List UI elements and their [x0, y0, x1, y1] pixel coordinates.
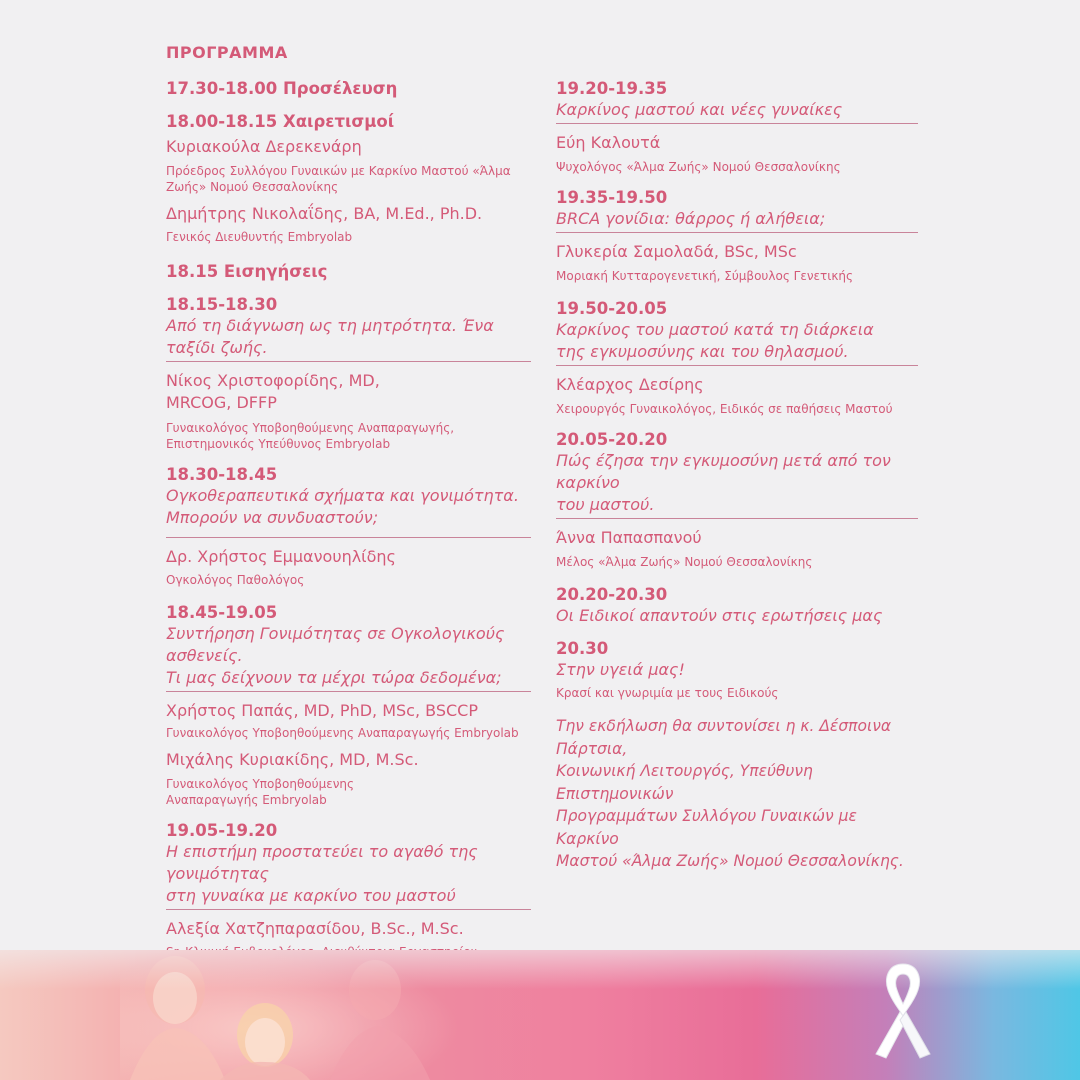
- speaker-role: [166, 776, 531, 808]
- session-title: [556, 450, 918, 519]
- speaker-name: Δημήτρης Νικολαΐδης, BA, M.Ed., Ph.D.: [166, 204, 483, 223]
- session-time: 18.15-18.30: [166, 295, 278, 314]
- session-title: [166, 485, 531, 538]
- session-time: 20.20-20.30: [556, 585, 668, 604]
- session-title-line: Τι μας δείχνουν τα μέχρι τώρα δεδομένα;: [166, 668, 502, 687]
- session-note: Κρασί και γνωριμία με τους Ειδικούς: [556, 686, 779, 700]
- session-title-line: του μαστού.: [556, 495, 655, 514]
- session-title-line: Μπορούν να συνδυαστούν;: [166, 508, 379, 527]
- speaker-name: Άννα Παπασπανού: [556, 528, 702, 547]
- speaker-name: Νίκος Χριστοφορίδης, MD,: [166, 371, 380, 390]
- speaker-role-line: Αναπαραγωγής Embryolab: [166, 793, 327, 807]
- program-left-column: [166, 78, 531, 976]
- awareness-ribbon-icon: [870, 958, 936, 1062]
- moderator-note-line: Την εκδήλωση θα συντονίσει η κ. Δέσποινα Πάρτσια,: [556, 717, 892, 758]
- speaker-role: Γενικός Διευθυντής Embryolab: [166, 230, 353, 244]
- speaker-role: Μοριακή Κυτταρογενετική, Σύμβουλος Γενετικής: [556, 269, 854, 283]
- speaker-name: Δρ. Χρήστος Εμμανουηλίδης: [166, 547, 396, 566]
- speaker-role-line: Γυναικολόγος Υποβοηθούμενης Αναπαραγωγής,: [166, 421, 455, 435]
- session-title: [166, 841, 531, 910]
- session-title-line: στη γυναίκα με καρκίνο του μαστού: [166, 886, 456, 905]
- session-title: Στην υγειά μας!: [556, 660, 685, 679]
- speaker-name: Μιχάλης Κυριακίδης, MD, M.Sc.: [166, 750, 419, 769]
- session-time: 18.30-18.45: [166, 465, 278, 484]
- moderator-note-line: Μαστού «Άλμα Ζωής» Νομού Θεσσαλονίκης.: [556, 852, 904, 870]
- greetings-time: 18.00-18.15 Χαιρετισμοί: [166, 112, 395, 131]
- arrival-time: 17.30-18.00 Προσέλευση: [166, 79, 398, 98]
- session-title: Καρκίνος μαστού και νέες γυναίκες: [556, 99, 918, 124]
- session-title-line: Ογκοθεραπευτικά σχήματα και γονιμότητα.: [166, 486, 519, 505]
- speaker-role-line: Επιστημονικός Υπεύθυνος Embryolab: [166, 437, 391, 451]
- speaker-role: Πρόεδρος Συλλόγου Γυναικών με Καρκίνο Μαστού «Άλμα Ζωής» Νομού Θεσσαλονίκης: [166, 164, 511, 194]
- session-title-line: Πώς έζησα την εγκυμοσύνη μετά από τον καρκίνο: [556, 451, 891, 492]
- session-title: [166, 623, 531, 692]
- session-time: 19.20-19.35: [556, 79, 668, 98]
- speaker-name: Κυριακούλα Δερεκενάρη: [166, 137, 362, 156]
- speaker-name: Κλέαρχος Δεσίρης: [556, 375, 704, 394]
- speaker-name: Χρήστος Παπάς, MD, PhD, MSc, BSCCP: [166, 701, 478, 720]
- session-title-line: Καρκίνος του μαστού κατά τη διάρκεια: [556, 320, 874, 339]
- moderator-note-line: Προγραμμάτων Συλλόγου Γυναικών με Καρκίνο: [556, 807, 857, 848]
- speaker-role: Χειρουργός Γυναικολόγος, Ειδικός σε παθήσεις Μαστού: [556, 402, 893, 416]
- session-time: 19.50-20.05: [556, 299, 668, 318]
- session-time: 20.05-20.20: [556, 430, 668, 449]
- speaker-name-continued: MRCOG, DFFP: [166, 393, 277, 412]
- session-title: Από τη διάγνωση ως τη μητρότητα. Ένα ταξίδι ζωής.: [166, 315, 531, 362]
- speaker-role-line: Γυναικολόγος Υποβοηθούμενης: [166, 777, 355, 791]
- speaker-role: [166, 420, 531, 452]
- speaker-role: Ογκολόγος Παθολόγος: [166, 573, 305, 587]
- program-right-column: [556, 78, 918, 873]
- session-title: Οι Ειδικοί απαντούν στις ερωτήσεις μας: [556, 606, 883, 625]
- moderator-note: [556, 715, 918, 873]
- session-time: 20.30: [556, 639, 609, 658]
- speaker-name: Γλυκερία Σαμολαδά, BSc, MSc: [556, 242, 797, 261]
- session-title-line: Συντήρηση Γονιμότητας σε Ογκολογικούς ασθενείς.: [166, 624, 505, 665]
- speaker-role: Μέλος «Άλμα Ζωής» Νομού Θεσσαλονίκης: [556, 555, 813, 569]
- talks-heading: 18.15 Εισηγήσεις: [166, 262, 328, 281]
- session-title: BRCA γονίδια: θάρρος ή αλήθεια;: [556, 208, 918, 233]
- session-time: 19.05-19.20: [166, 821, 278, 840]
- speaker-name: Αλεξία Χατζηπαρασίδου, B.Sc., M.Sc.: [166, 919, 464, 938]
- session-time: 19.35-19.50: [556, 188, 668, 207]
- session-title: [556, 319, 918, 366]
- speaker-name: Εύη Καλουτά: [556, 133, 661, 152]
- session-title-line: Η επιστήμη προστατεύει το αγαθό της γονιμότητας: [166, 842, 478, 883]
- program-heading: ΠΡΟΓΡΑΜΜΑ: [166, 43, 288, 62]
- session-time: 18.45-19.05: [166, 603, 278, 622]
- speaker-role: Ψυχολόγος «Άλμα Ζωής» Νομού Θεσσαλονίκης: [556, 160, 841, 174]
- moderator-note-line: Κοινωνική Λειτουργός, Υπεύθυνη Επιστημονικών: [556, 762, 813, 803]
- speaker-role: Γυναικολόγος Υποβοηθούμενης Αναπαραγωγής Embryolab: [166, 726, 519, 740]
- session-title-line: της εγκυμοσύνης και του θηλασμού.: [556, 342, 849, 361]
